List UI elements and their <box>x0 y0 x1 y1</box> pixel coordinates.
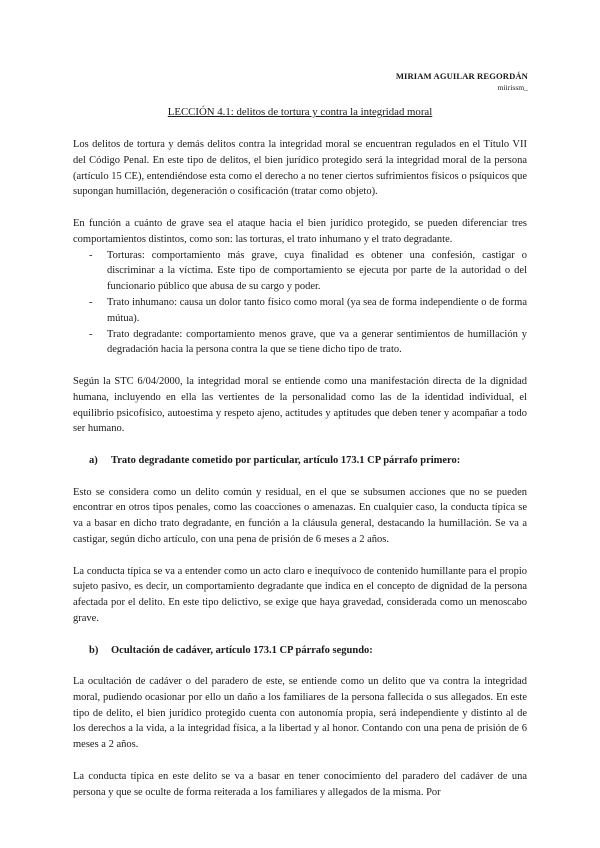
list-item <box>73 295 527 327</box>
dash-bullet: - <box>89 249 93 261</box>
section-a-paragraph-1: Esto se considera como un delito común y residual, en el que se subsumen acciones que no se pueden encontrar en otros tipos penales, como las coacciones o amenazas. En cualquier caso, la conducta típica se va a basar en dicho trato degradante, en función a la cláusula general, destacando la humillación. Se va a castigar, según dicho artículo, con una pena de prisión de 6 meses a 2 años. <box>73 486 527 545</box>
lesson-title: LECCIÓN 4.1: delitos de tortura y contra la integridad moral <box>167 106 433 118</box>
section-b-title: Ocultación de cadáver, artículo 173.1 CP párrafo segundo: <box>111 644 373 656</box>
section-b-heading <box>73 643 527 659</box>
section-b-mark: b) <box>89 644 99 656</box>
section-b-paragraph-1: La ocultación de cadáver o del paradero de este, se entiende como un delito que va contra la integridad moral, pudiendo ocasionar por ello un daño a los familiares de la persona fallecida o sus allegados. En este tipo de delito, el bien jurídico protegido cuenta con autonomía propia, será independiente y distinto al de los derechos a la vida, a la integridad física, a la libertad y al honor. Contando con una pena de prisión de 6 meses a 2 años. <box>73 676 527 751</box>
behaviours-paragraph: En función a cuánto de grave sea el ataque hacia el bien jurídico protegido, se pueden diferenciar tres comportamientos distintos, como son: las torturas, el trato inhumano y el trato degradante. <box>73 217 527 245</box>
author-handle: miirissm_ <box>497 83 528 92</box>
dash-bullet: - <box>89 328 93 340</box>
intro-paragraph: Los delitos de tortura y demás delitos contra la integridad moral se encuentran regulados en el Título VII del Código Penal. En este tipo de delitos, el bien jurídico protegido será la integridad moral de la persona (artículo 15 CE), entendiéndose esta como el derecho a no tener ciertos sufrimientos físicos o psíquicos que supongan humillación, degeneración o cosificación (tratar como objeto). <box>73 139 527 198</box>
author-name: MIRIAM AGUILAR REGORDÁN <box>395 71 528 81</box>
list-item-text: Trato inhumano: causa un dolor tanto físico como moral (ya sea de forma independiente o de forma mútua). <box>107 296 527 324</box>
list-item <box>73 248 527 295</box>
list-item-text: Trato degradante: comportamiento menos grave, que va a generar sentimientos de humillación y degradación hacia la persona contra la que se tiene dicho tipo de trato. <box>107 328 527 356</box>
section-a-title: Trato degradante cometido por particular, artículo 173.1 CP párrafo primero: <box>111 454 461 466</box>
dash-bullet: - <box>89 296 93 308</box>
section-a-paragraph-2: La conducta típica se va a entender como un acto claro e inequívoco de contenido humillante para el propio sujeto pasivo, es decir, un comportamiento degradante que indica en el concepto de dignidad de la persona afectada por el delito. En este tipo delictivo, se exige que haya gravedad, considerada como un menoscabo grave. <box>73 565 527 624</box>
section-a-heading <box>73 453 527 469</box>
behaviours-list <box>73 248 527 359</box>
list-item <box>73 327 527 359</box>
stc-paragraph: Según la STC 6/04/2000, la integridad moral se entiende como una manifestación directa de la dignidad humana, incluyendo en ella las vertientes de la personalidad como las de la identidad individual, el equilibrio psicofísico, autoestima y respeto ajeno, actitudes y aptitudes que deben tener y acompañar a todo ser humano. <box>73 375 527 435</box>
document-body <box>73 137 527 800</box>
section-a-mark: a) <box>89 454 98 466</box>
section-b-paragraph-2: La conducta típica en este delito se va a basar en tener conocimiento del paradero del cadáver de una persona y que se oculte de forma reiterada a los familiares y allegados de la misma. Por <box>73 770 527 798</box>
list-item-text: Torturas: comportamiento más grave, cuya finalidad es obtener una confesión, castigar o discriminar a la víctima. Este tipo de comportamiento se ejecuta por parte de la autoridad o del funcionario público que abusa de su cargo y poder. <box>107 249 527 293</box>
